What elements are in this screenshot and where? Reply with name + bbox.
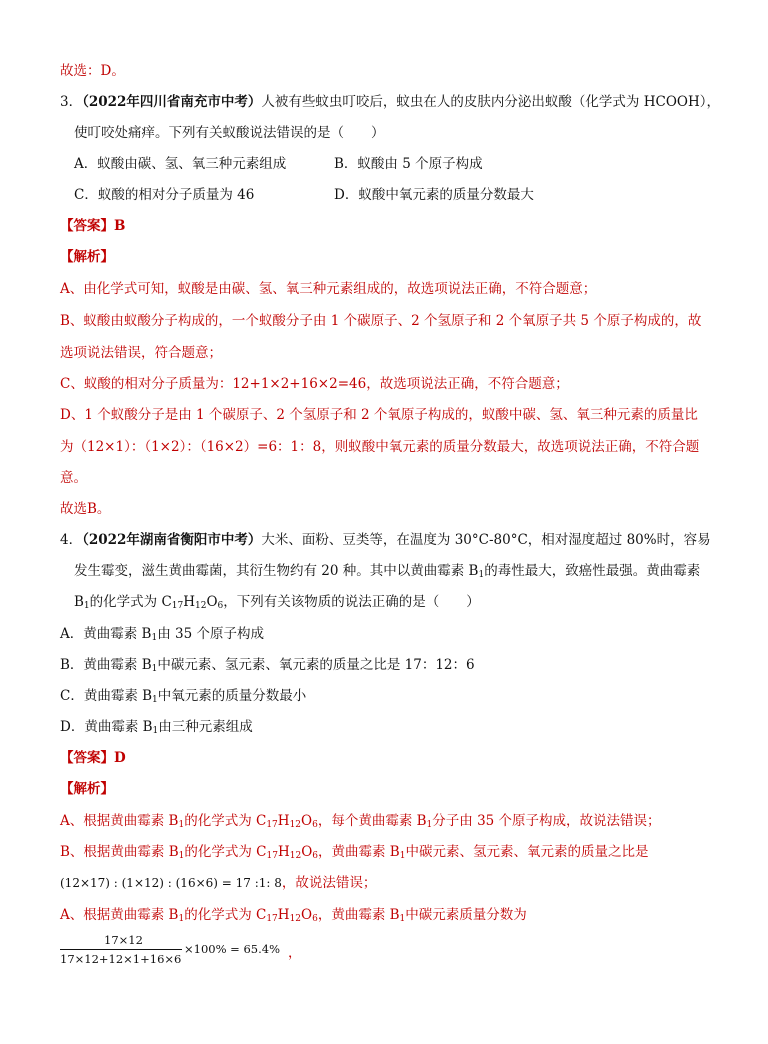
q4-stem-line1 xyxy=(60,531,711,549)
fraction-denominator: 17×12+12×1+16×6 xyxy=(60,952,182,966)
q3-analysis-heading: 【解析】 xyxy=(60,249,114,265)
q4-stem-line3: $B_1$的化学式为 $C_{17}H_{12}O_6$，下列有关该物质的说法正确的是（ ） xyxy=(74,594,480,611)
q3-answer: 【答案】B xyxy=(60,218,126,234)
q4-option-b: B．黄曲霉素 $B_1$中碳元素、氢元素、氧元素的质量之比是 17：12：6 xyxy=(60,657,475,674)
q4-option-c: C．黄曲霉素 $B_1$中氧元素的质量分数最小 xyxy=(60,688,307,705)
q3-analysis-b-line1: B、蚁酸由蚁酸分子构成的，一个蚁酸分子由 1 个碳原子、2 个氢原子和 2 个氧原子共 5 个原子构成的，故 xyxy=(60,313,702,329)
q4-option-a: A．黄曲霉素 $B_1$由 35 个原子构成 xyxy=(60,626,264,643)
q3-number: 3． xyxy=(60,94,83,110)
q3-option-b: B．蚁酸由 5 个原子构成 xyxy=(334,156,483,172)
q3-analysis-b-line2: 选项说法错误，符合题意； xyxy=(60,345,222,361)
q4-stem-text: 大米、面粉、豆类等，在温度为 30°C-80°C，相对湿度超过 80%时，容易 xyxy=(261,532,711,548)
prev-choice-line: 故选：D。 xyxy=(60,63,125,79)
q3-final-choice: 故选B。 xyxy=(60,501,111,517)
q3-stem-line2: 使叮咬处痛痒。下列有关蚁酸说法错误的是（ ） xyxy=(74,125,385,141)
q4-stem-line2: 发生霉变，滋生黄曲霉菌，其衍生物约有 20 种。其中以黄曲霉素 $B_1$的毒性最大，致癌性最强。黄曲霉素 xyxy=(74,563,701,580)
q3-analysis-d-line1: D、1 个蚁酸分子是由 1 个碳原子、2 个氢原子和 2 个氧原子构成的，蚁酸中碳、氢、氧三种元素的质量比 xyxy=(60,407,698,423)
q3-analysis-d-line2: 为（12×1）：（1×2）：（16×2）=6：1：8，则蚁酸中氧元素的质量分数最大，故选项说法正确，不符合题 xyxy=(60,439,700,455)
q4-analysis-heading: 【解析】 xyxy=(60,781,114,797)
q4-answer: 【答案】D xyxy=(60,750,126,766)
fraction-result: ×100% = 65.4% xyxy=(184,942,280,956)
q3-analysis-c: C、蚁酸的相对分子质量为：12+1×2+16×2=46，故选项说法正确，不符合题意； xyxy=(60,376,569,392)
q3-stem-line1 xyxy=(60,93,720,111)
q3-analysis-d-line3: 意。 xyxy=(60,470,87,486)
q4-analysis-c-line1: A、根据黄曲霉素 $B_1$的化学式为 $C_{17}H_{12}O_6$，黄曲霉素 $B_1$中碳元素质量分数为 xyxy=(60,907,527,924)
q4-option-d: D．黄曲霉素 $B_1$由三种元素组成 xyxy=(60,719,253,736)
q3-option-a: A．蚁酸由碳、氢、氧三种元素组成 xyxy=(74,156,287,172)
q3-stem-text: 人被有些蚊虫叮咬后，蚊虫在人的皮肤内分泌出蚁酸（化学式为 HCOOH）， xyxy=(261,94,720,110)
fraction-numerator: 17×12 xyxy=(104,933,143,947)
mass-ratio-formula: (12×17) : (1×12) : (16×6) = 17 :1: 8 xyxy=(60,876,282,890)
fraction-bar xyxy=(60,949,182,950)
q4-number: 4． xyxy=(60,532,83,548)
q3-option-d: D．蚁酸中氧元素的质量分数最大 xyxy=(334,187,534,203)
q4-analysis-a: A、根据黄曲霉素 $B_1$的化学式为 $C_{17}H_{12}O_6$，每个黄曲霉素 $B_1$分子由 35 个原子构成，故说法错误； xyxy=(60,813,661,830)
q3-analysis-a: A、由化学式可知，蚁酸是由碳、氢、氧三种元素组成的，故选项说法正确，不符合题意； xyxy=(60,281,597,297)
fraction-comma: ， xyxy=(288,945,302,961)
q4-analysis-b-line2: (12×17) : (1×12) : (16×6) = 17 :1: 8，故说法错误； xyxy=(60,875,377,891)
q3-option-c: C．蚁酸的相对分子质量为 46 xyxy=(74,187,255,203)
q3-source: （2022年四川省南充市中考） xyxy=(82,94,262,110)
q4-source: （2022年湖南省衡阳市中考） xyxy=(82,532,262,548)
q4-analysis-b-line1: B、根据黄曲霉素 $B_1$的化学式为 $C_{17}H_{12}O_6$，黄曲霉素 $B_1$中碳元素、氢元素、氧元素的质量之比是 xyxy=(60,844,649,861)
